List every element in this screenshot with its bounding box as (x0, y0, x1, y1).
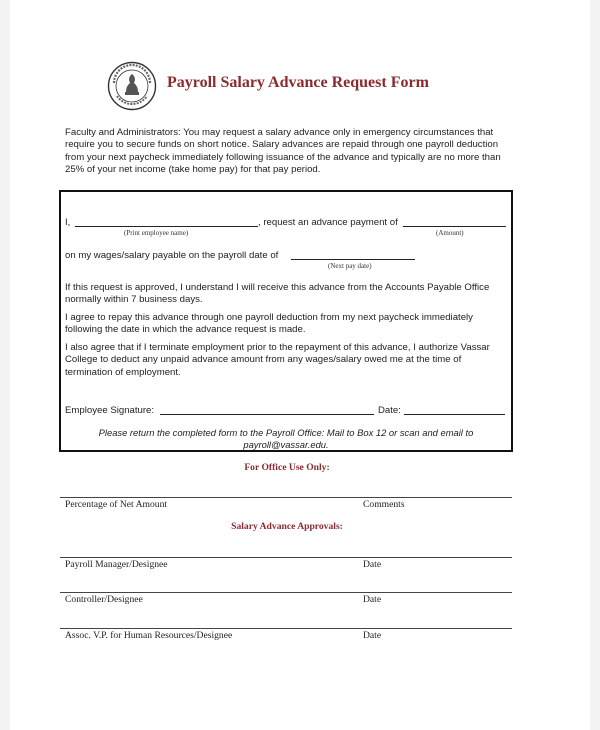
return-note: Please return the completed form to the Payroll Office: Mail to Box 12 or scan and email to payroll@vassar.edu. (98, 427, 474, 451)
repay-paragraph: I agree to repay this advance through one payroll deduction from my next paycheck immediately following the date in which the advance request is made. (65, 312, 473, 336)
next-pay-caption: (Next pay date) (328, 262, 372, 270)
form-title: Payroll Salary Advance Request Form (167, 74, 429, 91)
termination-paragraph: I also agree that if I terminate employment prior to the repayment of this advance, I authorize Vassar College to deduct any unpaid advance amount from any wages/salary owed me at the time of termination of employment. (65, 342, 490, 378)
approval-date-label: Date (363, 559, 382, 570)
approval-paragraph: If this request is approved, I understand I will receive this advance from the Accounts Payable Office normally within 7 business days. (65, 282, 490, 306)
approval-date-label: Date (363, 630, 382, 641)
approval-role: Controller/Designee (65, 594, 143, 605)
approval-rule-1[interactable] (60, 557, 512, 558)
office-use-heading: For Office Use Only: (244, 462, 330, 473)
approvals-heading: Salary Advance Approvals: (231, 521, 343, 532)
signature-date-field[interactable] (404, 414, 505, 415)
print-name-caption: (Print employee name) (124, 229, 189, 237)
vassar-college-seal-icon (107, 61, 157, 111)
signature-field[interactable] (160, 414, 374, 415)
employee-name-field[interactable] (75, 226, 258, 227)
approval-date-label: Date (363, 594, 382, 605)
approval-role: Payroll Manager/Designee (65, 559, 168, 570)
intro-paragraph: Faculty and Administrators: You may request a salary advance only in emergency circumstances that require you to secure funds on short notice. Salary advances are repaid through one payroll deduction from your next paycheck immediately following issuance of the advance and typically are no more than 25% of your net income (take home pay) for that pay period. (65, 127, 501, 176)
prefix-i: I, (65, 217, 71, 228)
amount-caption: (Amount) (436, 229, 464, 237)
approval-rule-3[interactable] (60, 628, 512, 629)
signature-label: Employee Signature: (65, 405, 155, 416)
request-text: , request an advance payment of (258, 217, 398, 228)
percentage-label: Percentage of Net Amount (65, 499, 168, 510)
next-pay-date-field[interactable] (291, 259, 415, 260)
approval-rule-2[interactable] (60, 592, 512, 593)
amount-field[interactable] (403, 226, 506, 227)
comments-label: Comments (363, 499, 405, 510)
signature-date-label: Date: (378, 405, 401, 416)
wages-text: on my wages/salary payable on the payroll date of (65, 250, 279, 261)
approval-role: Assoc. V.P. for Human Resources/Designee (65, 630, 233, 641)
percentage-rule[interactable] (60, 497, 512, 498)
